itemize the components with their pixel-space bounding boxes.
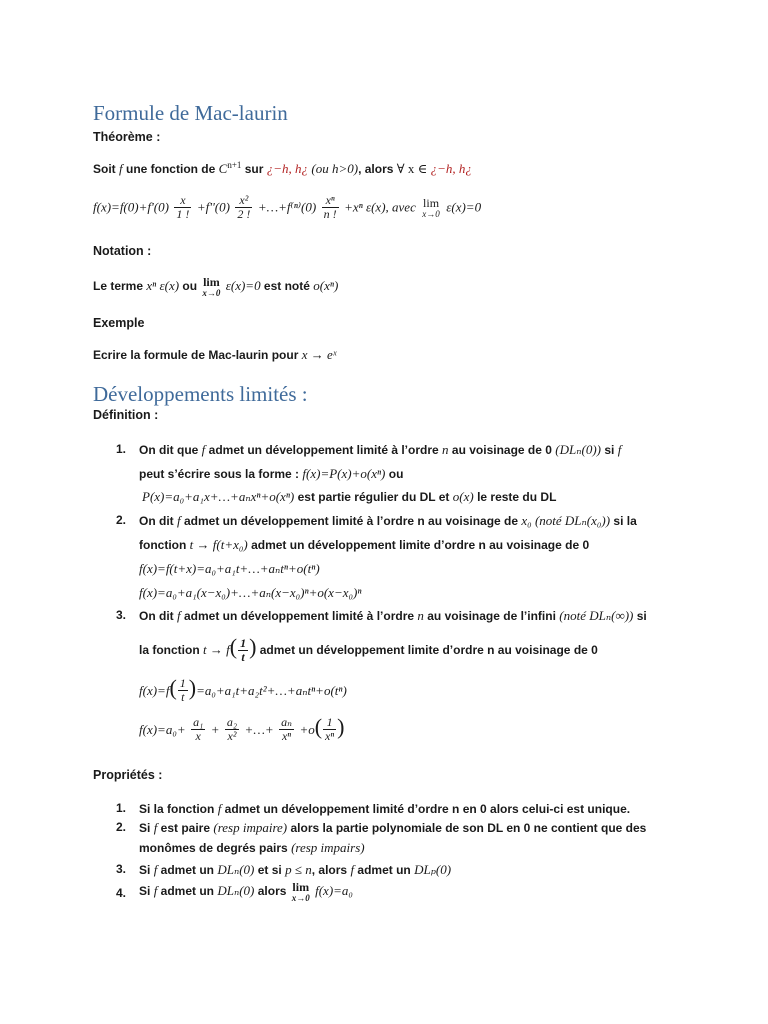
property-number: 1.	[116, 801, 127, 815]
example-statement: Ecrire la formule de Mac-laurin pour x → eˣ	[93, 347, 337, 362]
property-3: Si f admet un DLₙ(0) et si p ≤ n, alors f admet un DLₚ(0)	[139, 862, 452, 877]
definition-3-formula-2: f(x)=a₀+ $\frac{\text{a₁}}{x}$ + $\frac{\text{a₂}}{\text{x²}}$ +…+ $\frac{\text{aₙ}}{\text{xⁿ}}$ +o( $\frac{1}{\text{xⁿ}}$ )	[139, 714, 345, 744]
section-title-mac-laurin: Formule de Mac-laurin	[93, 101, 288, 125]
definition-2-line-1: On dit f admet un développement limité à l’ordre n au voisinage de x₀ (noté DLₙ(x₀)) si la	[139, 513, 637, 528]
property-2-line-1: Si f est paire (resp impaire) alors la partie polynomiale de son DL en 0 ne contient que des	[139, 820, 647, 835]
definition-2-line-2: fonction t → f(t+x₀) admet un développement limite d’ordre n au voisinage de 0	[139, 537, 590, 552]
definition-3-formula-1: f(x)=f( $\frac{1}{t}$ )=a₀+a₁t+a₂t²+…+aₙtⁿ+o(tⁿ)	[139, 675, 347, 705]
maclaurin-formula: f(x)=f(0)+f'(0) $\frac{x}{1 !}$ +f''(0) $\frac{\text{x²}}{2 !}$ +…+f⁽ⁿ⁾(0) $\frac{\text{xⁿ}}{n !}$ +xⁿ ε(x), avec lim x→0 ε(x)=0	[93, 193, 482, 221]
definition-number: 3.	[116, 608, 127, 622]
property-1: Si la fonction f admet un développement limité d’ordre n en 0 alors celui-ci est unique.	[139, 801, 631, 816]
definition-label: Définition :	[93, 408, 159, 422]
definition-2-formula-1: f(x)=f(t+x)=a₀+a₁t+…+aₙtⁿ+o(tⁿ)	[139, 561, 320, 576]
definition-2-formula-2: f(x)=a₀+a₁(x−x₀)+…+aₙ(x−x₀)ⁿ+o(x−x₀)ⁿ	[139, 585, 362, 600]
example-label: Exemple	[93, 316, 145, 330]
property-2-line-2: monômes de degrés pairs (resp impairs)	[139, 840, 365, 855]
theorem-label: Théorème :	[93, 130, 161, 144]
definition-1-line-3: P(x)=a₀+a₁x+…+aₙxⁿ+o(xⁿ) est partie régulier du DL et o(x) le reste du DL	[142, 489, 557, 504]
section-title-dl: Développements limités :	[93, 382, 308, 406]
theorem-statement: Soit f une fonction de $C^{n+1}$ sur ¿−h, h¿ (ou h>0), alors ∀ x ∈ ¿−h, h¿	[93, 160, 472, 176]
definition-3-line-2: la fonction t → f( $\frac{1}{t}$ ) admet un développement limite d’ordre n au voisinage de 0	[139, 634, 598, 665]
property-number: 4.	[116, 886, 127, 900]
property-4: Si f admet un DLₙ(0) alors lim x→0 f(x)=a₀	[139, 880, 353, 903]
notation-label: Notation :	[93, 244, 152, 258]
properties-label: Propriétés :	[93, 768, 163, 782]
definition-1-line-1: On dit que f admet un développement limité à l’ordre n au voisinage de 0 (DLₙ(0)) si f	[139, 442, 622, 457]
definition-number: 1.	[116, 442, 127, 456]
definition-3-line-1: On dit f admet un développement limité à l’ordre n au voisinage de l’infini (noté DLₙ(∞)) si	[139, 608, 647, 623]
definition-number: 2.	[116, 513, 127, 527]
property-number: 3.	[116, 862, 127, 876]
notation-statement: Le terme xⁿ ε(x) ou lim x→0 ε(x)=0 est noté o(xⁿ)	[93, 275, 339, 298]
definition-1-line-2: peut s’écrire sous la forme : f(x)=P(x)+o(xⁿ) ou	[139, 466, 404, 481]
property-number: 2.	[116, 820, 127, 834]
